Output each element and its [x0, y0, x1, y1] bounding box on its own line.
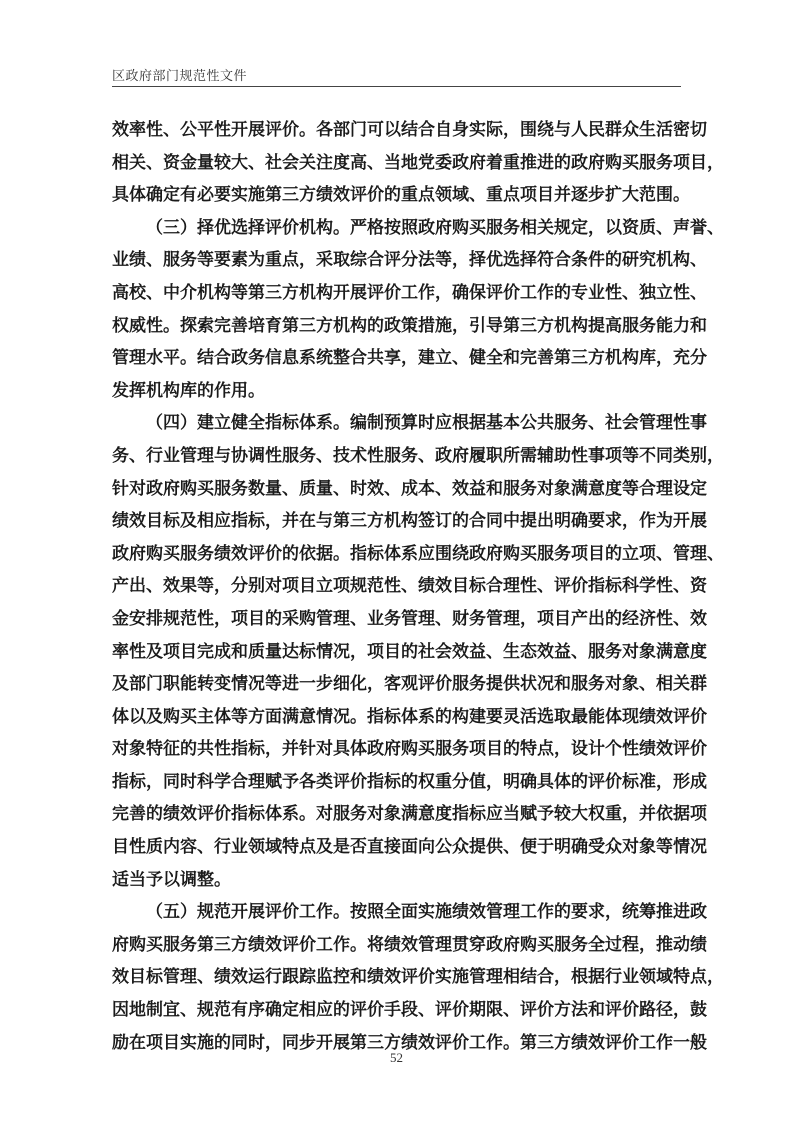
header-divider — [112, 86, 681, 87]
text-line: 具体确定有必要实施第三方绩效评价的重点领域、重点项目并逐步扩大范围。 — [112, 185, 690, 206]
text-line: 业绩、服务等要素为重点，采取综合评分法等，择优选择符合条件的研究机构、 — [112, 250, 707, 271]
text-line: 发挥机构库的作用。 — [112, 380, 265, 401]
page-number: 52 — [390, 1050, 403, 1065]
text-line: 率性及项目完成和质量达标情况，项目的社会效益、生态效益、服务对象满意度 — [112, 641, 707, 662]
text-line: 因地制宜、规范有序确定相应的评价手段、评价期限、评价方法和评价路径，鼓 — [112, 1000, 707, 1021]
text-line: 体以及购买主体等方面满意情况。指标体系的构建要灵活选取最能体现绩效评价 — [112, 706, 707, 727]
text-line: 高校、中介机构等第三方机构开展评价工作，确保评价工作的专业性、独立性、 — [112, 282, 707, 303]
text-line: 适当予以调整。 — [112, 869, 231, 890]
text-line: 政府购买服务绩效评价的依据。指标体系应围绕政府购买服务项目的立项、管理、 — [112, 543, 724, 564]
text-line: 针对政府购买服务数量、质量、时效、成本、效益和服务对象满意度等合理设定 — [112, 478, 707, 499]
text-line: 指标，同时科学合理赋予各类评价指标的权重分值，明确具体的评价标准，形成 — [112, 771, 707, 792]
text-line: 权威性。探索完善培育第三方机构的政策措施，引导第三方机构提高服务能力和 — [112, 315, 707, 336]
text-line: 管理水平。结合政务信息系统整合共享，建立、健全和完善第三方机构库，充分 — [112, 348, 707, 369]
text-line: 及部门职能转变情况等进一步细化，客观评价服务提供状况和服务对象、相关群 — [112, 674, 707, 695]
text-line: 效目标管理、绩效运行跟踪监控和绩效评价实施管理相结合，根据行业领域特点， — [112, 967, 724, 988]
text-line: 效率性、公平性开展评价。各部门可以结合自身实际，围绕与人民群众生活密切 — [112, 120, 707, 140]
text-line: 完善的绩效评价指标体系。对服务对象满意度指标应当赋予较大权重，并依据项 — [112, 804, 707, 825]
text-line: 对象特征的共性指标，并针对具体政府购买服务项目的特点，设计个性绩效评价 — [112, 739, 707, 760]
text-line: 产出、效果等，分别对项目立项规范性、绩效目标合理性、评价指标科学性、资 — [112, 576, 707, 597]
section-heading-line: （三）择优选择评价机构。严格按照政府购买服务相关规定，以资质、声誉、 — [146, 217, 724, 238]
text-line: 绩效目标及相应指标，并在与第三方机构签订的合同中提出明确要求，作为开展 — [112, 511, 707, 532]
text-line: 目性质内容、行业领域特点及是否直接面向公众提供、便于明确受众对象等情况 — [112, 837, 707, 858]
text-line: 金安排规范性，项目的采购管理、业务管理、财务管理，项目产出的经济性、效 — [112, 608, 707, 629]
text-line: 务、行业管理与协调性服务、技术性服务、政府履职所需辅助性事项等不同类别， — [112, 445, 724, 466]
text-line: 府购买服务第三方绩效评价工作。将绩效管理贯穿政府购买服务全过程，推动绩 — [112, 934, 707, 955]
text-line: 励在项目实施的同时，同步开展第三方绩效评价工作。第三方绩效评价工作一般 — [112, 1032, 707, 1053]
running-header: 区政府部门规范性文件 — [112, 69, 248, 84]
text-line: 相关、资金量较大、社会关注度高、当地党委政府着重推进的政府购买服务项目， — [112, 152, 724, 173]
body-text — [112, 114, 724, 1059]
section-heading-line: （五）规范开展评价工作。按照全面实施绩效管理工作的要求，统筹推进政 — [146, 902, 707, 923]
section-heading-line: （四）建立健全指标体系。编制预算时应根据基本公共服务、社会管理性事 — [146, 413, 707, 434]
